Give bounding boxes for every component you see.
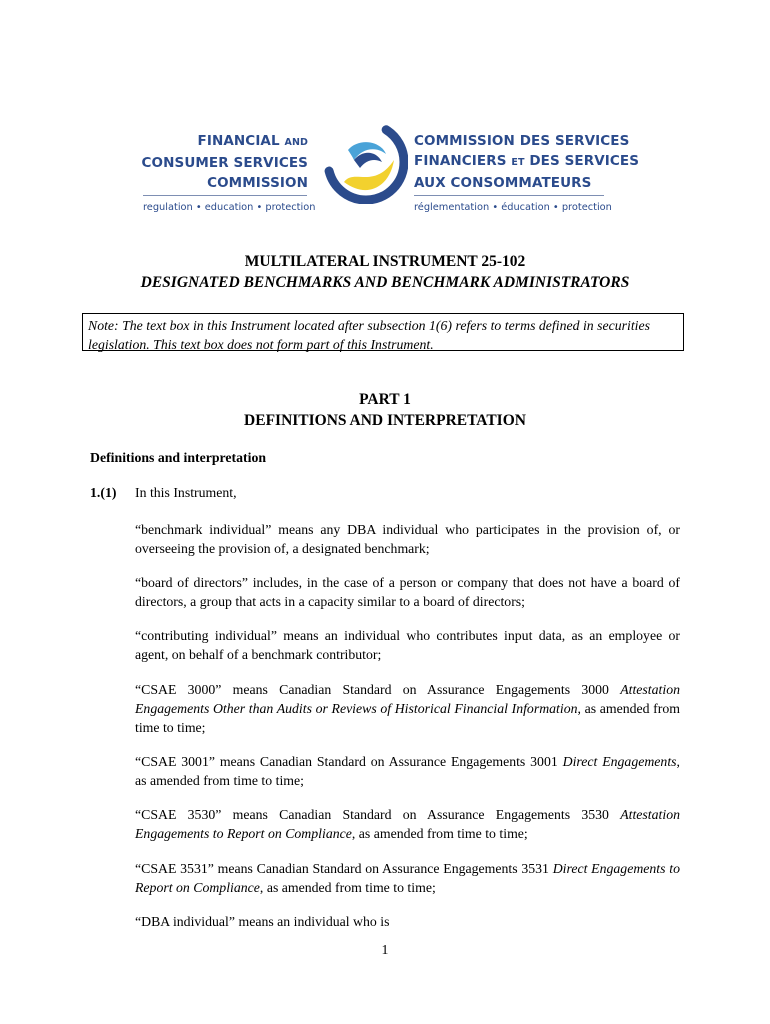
logo-english-name (120, 131, 308, 193)
definition-text: “CSAE 3530” means Canadian Standard on Assurance Engagements 3530 (135, 807, 621, 822)
definition-text: “CSAE 3531” means Canadian Standard on Assurance Engagements 3531 (135, 861, 553, 876)
logo-fr-line2c: DES SERVICES (529, 153, 640, 169)
definition-text: , as amended from time to time; (135, 700, 680, 735)
definition-text: , as amended from time to time; (259, 879, 436, 895)
logo-fr-et: ET (511, 157, 525, 168)
logo-french-name (414, 131, 644, 193)
definition-standard-title: Attestation Engagements to Report on Compliance (135, 807, 680, 841)
logo-fr-line3: AUX CONSOMMATEURS (414, 175, 592, 191)
logo-divider-left (143, 195, 307, 196)
definition-csae-3530 (135, 806, 680, 844)
document-subtitle: DESIGNATED BENCHMARKS AND BENCHMARK ADMINISTRATORS (140, 274, 630, 291)
section-subheading: Definitions and interpretation (90, 450, 267, 465)
definition-board-of-directors: “board of directors” includes, in the case of a person or company that does not have a board of directors, a group that acts in a capacity similar to a board of directors; (135, 575, 680, 609)
logo-en-line2: CONSUMER SERVICES (141, 155, 308, 171)
section-intro: In this Instrument, (135, 485, 237, 500)
definition-csae-3531 (135, 860, 680, 898)
definition-standard-title: Attestation Engagements Other than Audits or Reviews of Historical Financial Information (135, 682, 680, 716)
logo-fr-line1: COMMISSION DES SERVICES (414, 133, 630, 149)
logo-fr-line2a: FINANCIERS (414, 153, 507, 169)
definition-csae-3001 (135, 753, 680, 791)
section-number: 1.(1) (90, 485, 117, 500)
part-number: PART 1 (359, 391, 411, 408)
part-title: DEFINITIONS AND INTERPRETATION (244, 412, 526, 429)
commission-emblem-icon (324, 120, 408, 204)
definition-benchmark-individual: “benchmark individual” means any DBA individual who participates in the provision of, or overseeing the provision of, a designated benchmark; (135, 522, 680, 556)
logo-en-line1: FINANCIAL (197, 133, 280, 149)
definition-text: “CSAE 3001” means Canadian Standard on Assurance Engagements 3001 (135, 754, 563, 769)
definition-text: , as amended from time to time; (135, 754, 680, 788)
logo-fr-tagline: réglementation • éducation • protection (414, 202, 612, 213)
definition-text: “CSAE 3000” means Canadian Standard on Assurance Engagements 3000 (135, 682, 621, 697)
definition-csae-3000 (135, 681, 680, 737)
definition-text: , as amended from time to time; (351, 825, 528, 841)
page-number: 1 (381, 942, 389, 957)
document-title: MULTILATERAL INSTRUMENT 25-102 (244, 253, 526, 270)
definition-standard-title: Direct Engagements (562, 754, 677, 769)
logo-divider-right (414, 195, 604, 196)
definition-standard-title: Direct Engagements to Report on Compliance (135, 861, 680, 895)
logo-en-tagline: regulation • education • protection (143, 202, 316, 213)
note-box: Note: The text box in this Instrument located after subsection 1(6) refers to terms defined in securities legislation. This text box does not form part of this Instrument. (82, 313, 684, 351)
logo-en-and: AND (284, 137, 308, 148)
logo-en-line3: COMMISSION (207, 175, 308, 191)
definition-dba-individual: “DBA individual” means an individual who is (135, 914, 390, 929)
definition-contributing-individual: “contributing individual” means an individual who contributes input data, as an employee or agent, on behalf of a benchmark contributor; (135, 628, 680, 662)
